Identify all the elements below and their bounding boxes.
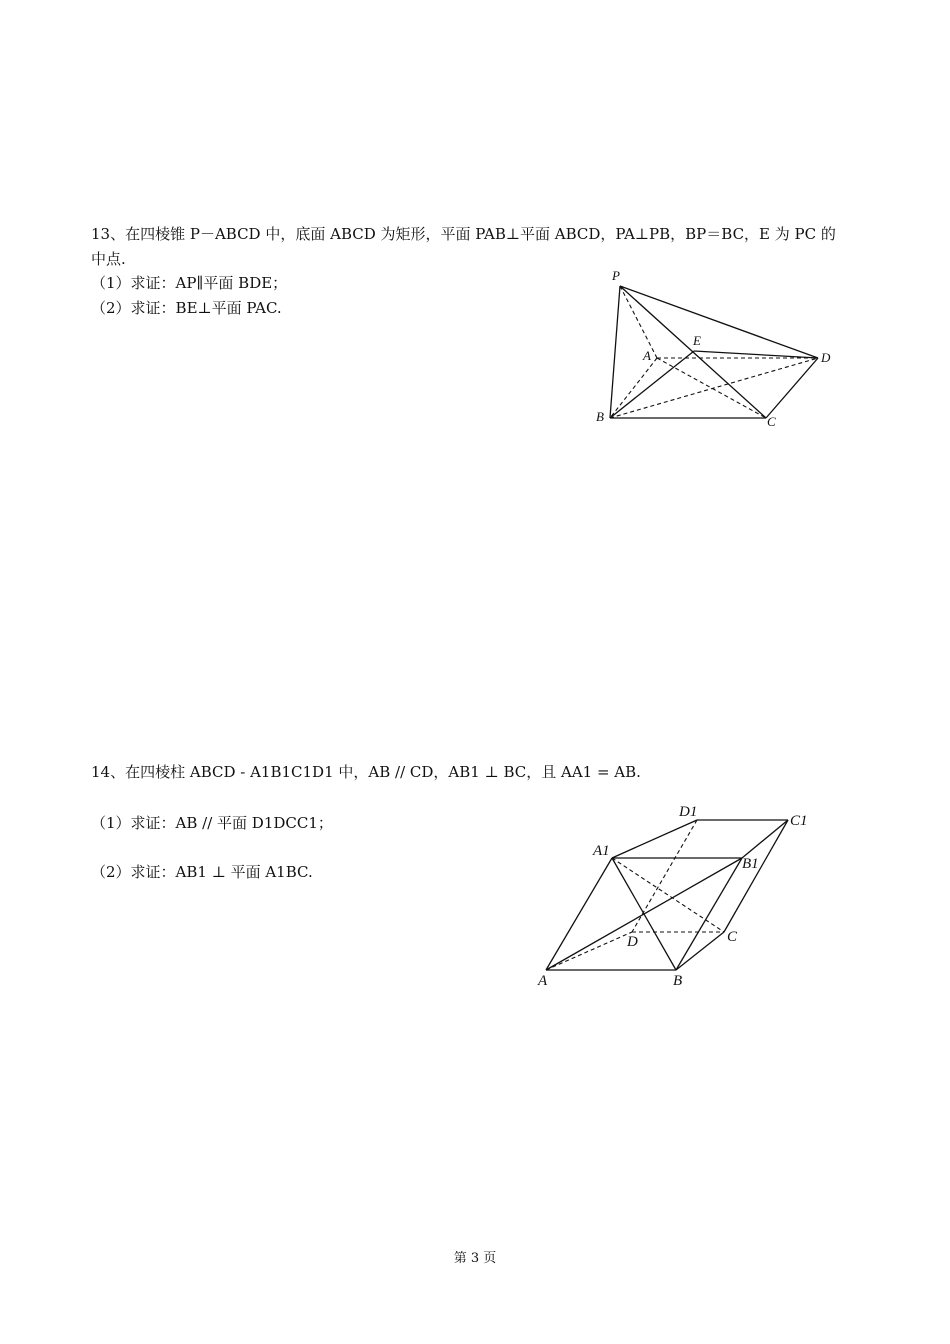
label-B1: B1 — [742, 856, 759, 872]
label-D: D — [821, 350, 831, 365]
label-A: A — [643, 348, 651, 363]
label-B: B — [596, 409, 604, 424]
label-A: A — [538, 973, 548, 989]
label-A1: A1 — [593, 843, 610, 859]
problem13-stem-line1: 13、在四棱锥 P－ABCD 中，底面 ABCD 为矩形，平面 PAB⊥平面 ABCD，PA⊥PB，BP＝BC，E 为 PC 的 — [91, 225, 836, 243]
problem14-stem: 14、在四棱柱 ABCD - A1B1C1D1 中，AB // CD，AB1 ⊥ BC，且 AA1 = AB. — [91, 763, 641, 781]
label-D1: D1 — [679, 804, 698, 820]
label-C1: C1 — [790, 813, 808, 829]
label-E: E — [693, 333, 701, 348]
label-P: P — [612, 268, 620, 283]
problem13-part2: （2）求证：BE⊥平面 PAC. — [91, 299, 282, 317]
page-footer: 第 3 页 — [453, 1251, 497, 1266]
problem13-stem-line2: 中点. — [91, 250, 126, 268]
problem13-part1: （1）求证：AP∥平面 BDE； — [91, 274, 288, 292]
problem14-part2: （2）求证：AB1 ⊥ 平面 A1BC. — [91, 863, 313, 881]
label-B: B — [673, 973, 683, 989]
label-D: D — [627, 934, 638, 950]
label-C: C — [767, 414, 776, 429]
label-C: C — [727, 929, 738, 945]
problem14-part1: （1）求证：AB // 平面 D1DCC1； — [91, 814, 333, 832]
